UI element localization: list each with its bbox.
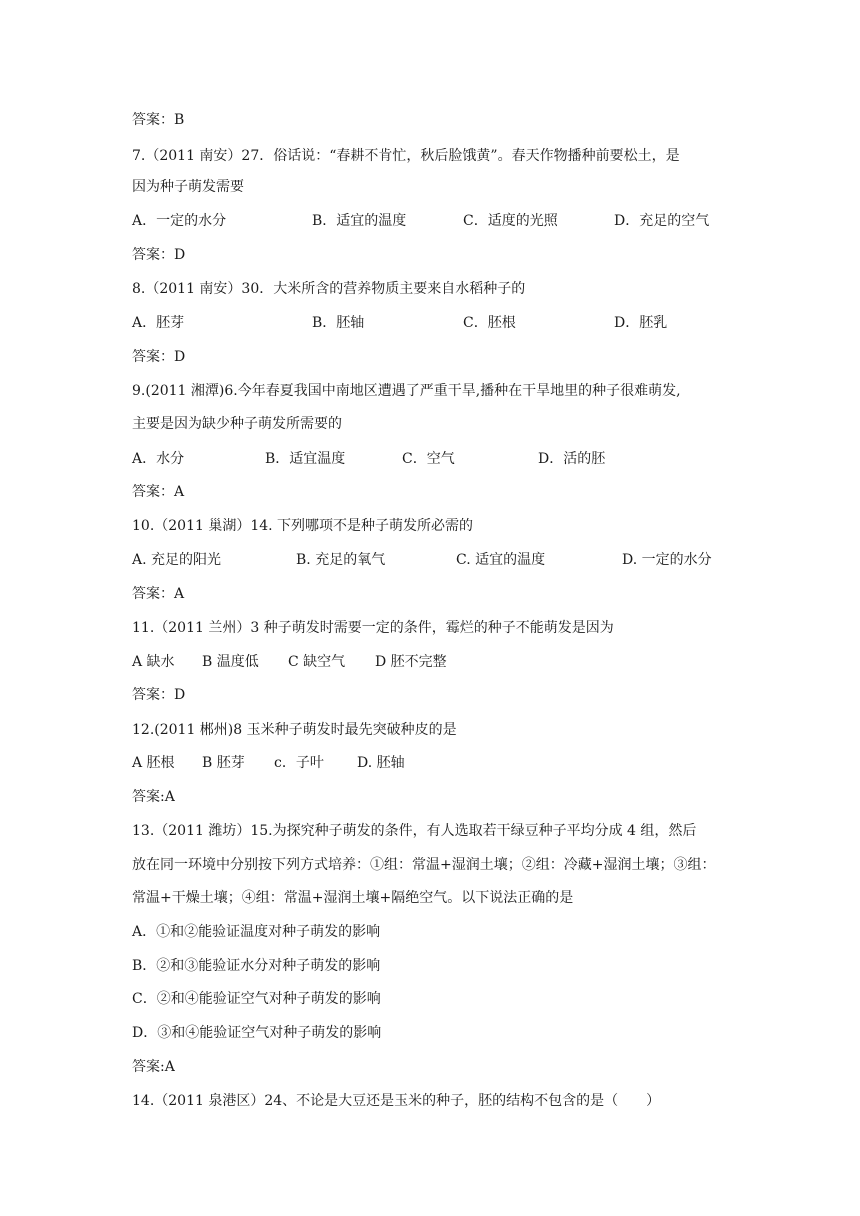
answer-6: 答案：B bbox=[132, 112, 185, 128]
question-13-line-1: 13.（2011 潍坊）15.为探究种子萌发的条件，有人选取若干绿豆种子平均分成 4 组，然后 bbox=[132, 823, 697, 839]
question-10-option-d: D. 一定的水分 bbox=[622, 552, 712, 568]
question-8-option-d: D．胚乳 bbox=[614, 315, 668, 331]
question-7-line-1: 7.（2011 南安）27．俗话说：“春耕不肯忙，秋后脸饿黄”。春天作物播种前要松土，是 bbox=[132, 148, 680, 164]
question-8-option-a: A．胚芽 bbox=[132, 315, 185, 331]
question-11-line-1: 11.（2011 兰州）3 种子萌发时需要一定的条件，霉烂的种子不能萌发是因为 bbox=[132, 620, 614, 636]
question-13-option-d: D．③和④能验证空气对种子萌发的影响 bbox=[132, 1025, 382, 1041]
question-10-line-1: 10.（2011 巢湖）14. 下列哪项不是种子萌发所必需的 bbox=[132, 518, 474, 534]
question-7-option-b: B．适宜的温度 bbox=[312, 213, 407, 229]
question-10-option-b: B. 充足的氧气 bbox=[296, 552, 386, 568]
answer-9: 答案：A bbox=[132, 484, 185, 500]
answer-7: 答案：D bbox=[132, 247, 186, 263]
question-10-option-c: C. 适宜的温度 bbox=[456, 552, 546, 568]
question-8-option-b: B．胚轴 bbox=[312, 315, 365, 331]
question-9-line-2: 主要是因为缺少种子萌发所需要的 bbox=[132, 416, 342, 432]
answer-11: 答案：D bbox=[132, 687, 186, 703]
question-9-option-d: D．活的胚 bbox=[538, 451, 606, 467]
answer-10: 答案：A bbox=[132, 586, 185, 602]
question-9-line-1: 9.(2011 湘潭)6.今年春夏我国中南地区遭遇了严重干旱,播种在干旱地里的种子很难萌发, bbox=[132, 383, 681, 399]
question-9-option-a: A．水分 bbox=[132, 451, 185, 467]
question-13-option-c: C．②和④能验证空气对种子萌发的影响 bbox=[132, 991, 381, 1007]
question-8-option-c: C．胚根 bbox=[463, 315, 516, 331]
question-10-option-a: A. 充足的阳光 bbox=[132, 552, 222, 568]
question-11-option-b: B 温度低 bbox=[202, 654, 259, 670]
question-14-line-1: 14.（2011 泉港区）24、不论是大豆还是玉米的种子，胚的结构不包含的是（ ） bbox=[132, 1093, 661, 1109]
question-7-option-a: A．一定的水分 bbox=[132, 213, 227, 229]
answer-13: 答案:A bbox=[132, 1059, 175, 1075]
answer-8: 答案：D bbox=[132, 349, 186, 365]
question-12-option-c: c．子叶 bbox=[274, 755, 324, 771]
question-9-option-c: C．空气 bbox=[402, 451, 455, 467]
question-13-line-3: 常温+干燥土壤；④组：常温+湿润土壤+隔绝空气。以下说法正确的是 bbox=[132, 890, 574, 906]
question-12-option-d: D. 胚轴 bbox=[357, 755, 405, 771]
question-8-line-1: 8.（2011 南安）30．大米所含的营养物质主要来自水稻种子的 bbox=[132, 281, 526, 297]
question-11-option-c: C 缺空气 bbox=[288, 654, 346, 670]
question-7-line-2: 因为种子萌发需要 bbox=[132, 179, 244, 195]
question-13-option-a: A．①和②能验证温度对种子萌发的影响 bbox=[132, 924, 381, 940]
question-11-option-a: A 缺水 bbox=[132, 654, 175, 670]
question-9-option-b: B．适宜温度 bbox=[265, 451, 346, 467]
question-12-line-1: 12.(2011 郴州)8 玉米种子萌发时最先突破种皮的是 bbox=[132, 722, 457, 738]
answer-12: 答案:A bbox=[132, 789, 175, 805]
question-11-option-d: D 胚不完整 bbox=[375, 654, 447, 670]
question-13-option-b: B．②和③能验证水分对种子萌发的影响 bbox=[132, 958, 381, 974]
question-7-option-d: D．充足的空气 bbox=[614, 213, 710, 229]
question-12-option-a: A 胚根 bbox=[132, 755, 175, 771]
question-13-line-2: 放在同一环境中分别按下列方式培养：①组：常温+湿润土壤；②组：冷藏+湿润土壤；③组： bbox=[132, 857, 716, 873]
question-12-option-b: B 胚芽 bbox=[202, 755, 245, 771]
question-7-option-c: C．适度的光照 bbox=[463, 213, 558, 229]
